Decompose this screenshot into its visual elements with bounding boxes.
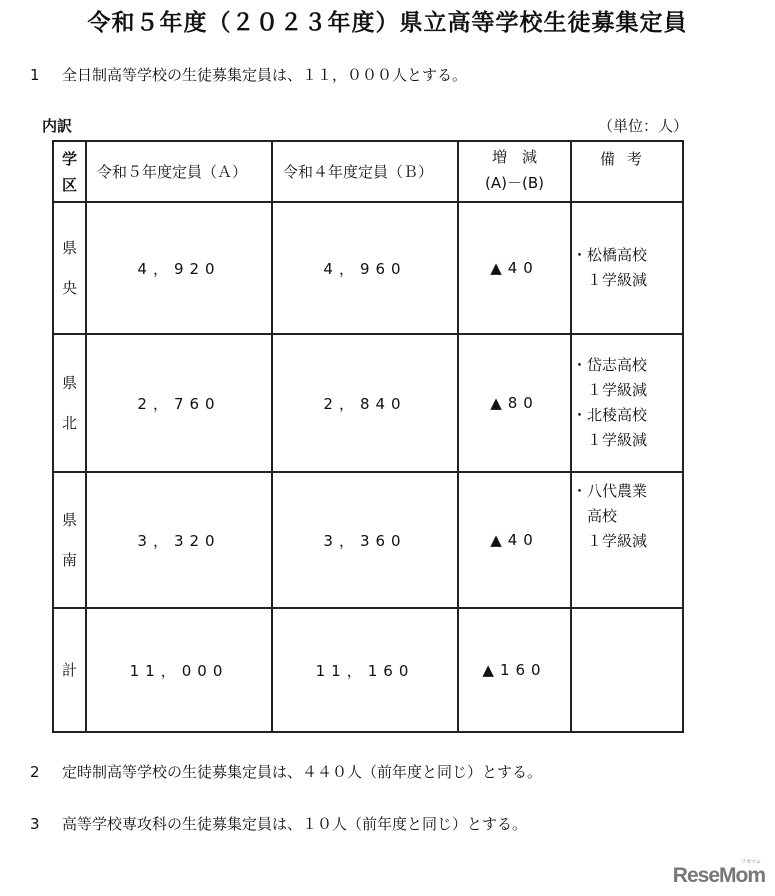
district-cell: 県 北 bbox=[53, 334, 86, 472]
value-a: 11，000 bbox=[86, 608, 272, 732]
value-diff: ▲80 bbox=[458, 334, 571, 472]
resemom-logo: リセマム ReseMom bbox=[672, 859, 765, 887]
breakdown-label: 内訳 bbox=[42, 117, 73, 135]
value-a: 2，760 bbox=[86, 334, 272, 472]
district-cell: 県 央 bbox=[53, 202, 86, 334]
header-notes: 備考 bbox=[571, 141, 683, 202]
item-text: 定時制高等学校の生徒募集定員は、４４０人（前年度と同じ）とする。 bbox=[62, 763, 543, 781]
district-cell: 県 南 bbox=[53, 472, 86, 608]
notes-cell: ・岱志高校 １学級減 ・北稜高校 １学級減 bbox=[571, 334, 683, 472]
quota-table bbox=[52, 140, 684, 733]
item-text: 全日制高等学校の生徒募集定員は、１１，０００人とする。 bbox=[62, 66, 468, 84]
notes-cell: ・八代農業 高校 １学級減 bbox=[571, 472, 683, 608]
value-b: 4，960 bbox=[272, 202, 458, 334]
header-col-b: 令和４年度定員（Ｂ） bbox=[272, 141, 458, 202]
table-row-kennan bbox=[53, 472, 683, 608]
value-a: 4，920 bbox=[86, 202, 272, 334]
value-b: 11，160 bbox=[272, 608, 458, 732]
header-district: 学 区 bbox=[53, 141, 86, 202]
value-diff: ▲40 bbox=[458, 202, 571, 334]
item-3 bbox=[30, 813, 527, 834]
header-diff: 増 減 (A)－(B) bbox=[458, 141, 571, 202]
item-2 bbox=[30, 761, 542, 782]
item-number: 2 bbox=[30, 763, 40, 781]
notes-cell: ・松橋高校 １学級減 bbox=[571, 202, 683, 334]
header-col-a: 令和５年度定員（Ａ） bbox=[86, 141, 272, 202]
item-number: 1 bbox=[30, 66, 40, 84]
district-cell: 計 bbox=[53, 608, 86, 732]
table-row-total bbox=[53, 608, 683, 732]
table-row-kenou bbox=[53, 202, 683, 334]
item-text: 高等学校専攻科の生徒募集定員は、１０人（前年度と同じ）とする。 bbox=[62, 815, 528, 833]
value-diff: ▲40 bbox=[458, 472, 571, 608]
item-1 bbox=[30, 64, 467, 85]
value-a: 3，320 bbox=[86, 472, 272, 608]
value-b: 3，360 bbox=[272, 472, 458, 608]
table-row-kenhoku bbox=[53, 334, 683, 472]
table-header-row bbox=[53, 141, 683, 202]
notes-cell bbox=[571, 608, 683, 732]
document-title: 令和５年度（２０２３年度）県立高等学校生徒募集定員 bbox=[87, 10, 688, 36]
value-diff: ▲160 bbox=[458, 608, 571, 732]
item-number: 3 bbox=[30, 815, 40, 833]
unit-label: （単位：人） bbox=[598, 117, 689, 135]
value-b: 2，840 bbox=[272, 334, 458, 472]
